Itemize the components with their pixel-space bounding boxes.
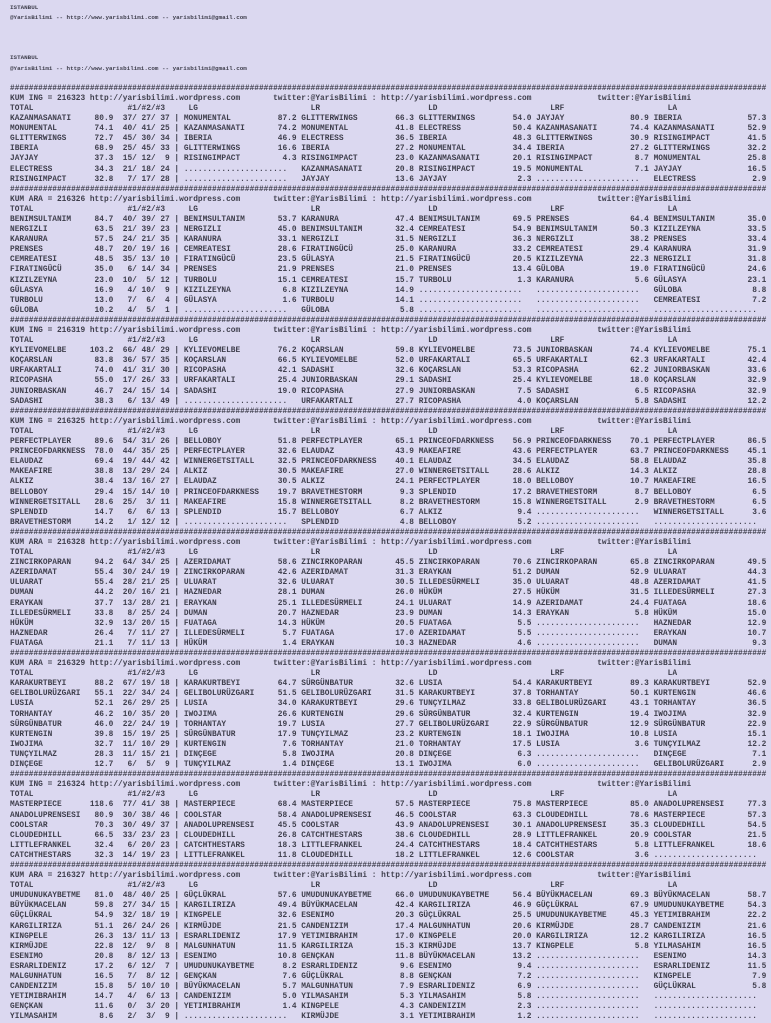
- table-row: HAZNEDAR 26.4 7/ 11/ 27 | ILLEDESÜRMELI 5.7 FUATAGA 17.0 AZERIDAMAT 5.5 ...................... ERAYKAN 10.7: [10, 628, 767, 638]
- table-row: BELLOBOY 29.4 15/ 14/ 10 | PRINCEOFDARKNESS 19.7 BRAVETHESTORM 9.3 SPLENDID 17.2 BRAVETHESTORM 8.7 BELLOBOY 6.5: [10, 487, 767, 497]
- table-row: PRINCEOFDARKNESS 78.0 44/ 35/ 25 | PERFECTPLAYER 32.6 ELAUDAZ 43.9 MAKEAFIRE 43.6 PERFECTPLAYER 63.7 PRINCEOFDARKNESS 45.1: [10, 447, 767, 457]
- table-row: TUNÇYILMAZ 28.3 11/ 15/ 21 | DINÇEGE 5.8 IWOJIMA 20.8 DINÇEGE 6.3 ...................... DINÇEGE 7.1: [10, 749, 767, 759]
- table-row: GELIBOLURÜZGARI 55.1 22/ 34/ 24 | GELIBOLURÜZGARI 51.5 GELIBOLURÜZGARI 31.5 KARAKURTBEYI 37.8 TORHANTAY 50.1 KURTENGIN 46.6: [10, 689, 767, 699]
- table-row: GENÇKAN 11.6 0/ 3/ 20 | YETIMIBRAHIM 1.4 KINGPELE 4.3 CANDENIZIM 2.3 ...................... ......................: [10, 1002, 757, 1012]
- separator-line: #################################################################################################################################################################: [10, 83, 767, 93]
- stats-block: [10, 770, 771, 861]
- block-title-line: KUM ING = 216325 http://yarisbilimi.wordpress.com twitter:@YarisBilimi : http://yarisbilimi.wordpress.com twitter:@YarisBilimi: [10, 416, 692, 426]
- table-row: MONUMENTAL 74.1 40/ 41/ 25 | KAZANMASANATI 74.2 MONUMENTAL 41.8 ELECTRESS 50.4 KAZANMASANATI 74.4 KAZANMASANATI 52.9: [10, 124, 767, 134]
- table-row: LUSIA 52.1 26/ 29/ 25 | LUSIA 34.0 KARAKURTBEYI 29.6 TUNÇYILMAZ 33.8 GELIBOLURÜZGARI 43.1 TORHANTAY 36.5: [10, 699, 767, 709]
- block-title-line: KUM ING = 216323 http://yarisbilimi.wordpress.com twitter:@YarisBilimi : http://yarisbilimi.wordpress.com twitter:@YarisBilimi: [10, 93, 692, 103]
- stats-block: [10, 407, 771, 528]
- table-row: KARAKURTBEYI 88.2 67/ 19/ 18 | KARAKURTBEYI 64.7 SÜRGÜNBATUR 32.6 LUSIA 54.4 KARAKURTBEYI 89.3 KARAKURTBEYI 52.9: [10, 679, 767, 689]
- table-row: NERGIZLI 63.5 21/ 39/ 23 | NERGIZLI 45.0 BENIMSULTANIM 32.4 CEMREATESI 54.9 BENIMSULTANIM 50.3 KIZILZEYNA 33.5: [10, 225, 767, 235]
- table-row: FUATAGA 21.1 7/ 11/ 13 | HÜKÜM 1.4 ERAYKAN 10.3 HAZNEDAR 4.6 ...................... DUMAN 9.3: [10, 638, 767, 648]
- table-row: CEMREATESI 48.5 35/ 13/ 10 | FIRATINGÜCÜ 23.5 GÜLASYA 21.5 FIRATINGÜCÜ 20.5 KIZILZEYNA 22.3 NERGIZLI 31.8: [10, 255, 767, 265]
- table-row: GÜLOBA 10.2 4/ 5/ 1 | ...................... GÜLOBA 5.8 ...................... ...................... ......................: [10, 305, 757, 315]
- stats-block: [10, 84, 771, 185]
- table-row: CATCHTHESTARS 32.3 14/ 19/ 23 | LITTLEFRANKEL 11.8 CLOUDEDHILL 18.2 LITTLEFRANKEL 12.6 COOLSTAR 3.6 ......................: [10, 850, 757, 860]
- column-header-line: TOTAL #1/#2/#3 LG LR LD LRF LA: [10, 790, 678, 800]
- table-row: YETIMIBRAHIM 14.7 4/ 6/ 13 | CANDENIZIM 5.0 YILMASAHIM 5.3 YILMASAHIM 5.8 ...................... ......................: [10, 992, 757, 1002]
- blank-line: [10, 23, 771, 33]
- table-row: UMUDUNUKAYBETME 81.0 48/ 40/ 25 | GÜÇLÜKRAL 57.6 UMUDUNUKAYBETME 66.0 UMUDUNUKAYBETME 56.4 BÜYÜKMACELAN 69.3 BÜYÜKMACELAN 58.7: [10, 891, 767, 901]
- city-title: ISTANBUL: [10, 4, 39, 11]
- column-header-line: TOTAL #1/#2/#3 LG LR LD LRF LA: [10, 669, 678, 679]
- block-title-line: KUM ARA = 216326 http://yarisbilimi.wordpress.com twitter:@YarisBilimi : http://yarisbilimi.wordpress.com twitter:@YarisBilimi: [10, 194, 692, 204]
- separator-line: #################################################################################################################################################################: [10, 860, 767, 870]
- table-row: HÜKÜM 32.9 13/ 20/ 15 | FUATAGA 14.3 HÜKÜM 20.5 FUATAGA 5.5 ...................... HAZNEDAR 12.9: [10, 618, 767, 628]
- table-row: BÜYÜKMACELAN 59.8 27/ 34/ 15 | KARGILIRIZA 49.4 BÜYÜKMACELAN 42.4 KARGILIRIZA 46.9 GÜÇLÜKRAL 67.9 UMUDUNUKAYBETME 54.3: [10, 901, 767, 911]
- blank-line: [10, 33, 771, 43]
- table-row: RISINGIMPACT 32.8 7/ 17/ 28 | ...................... JAYJAY 13.6 JAYJAY 2.3 ...................... ELECTRESS 2.9: [10, 174, 767, 184]
- table-row: CANDENIZIM 15.8 5/ 10/ 10 | BÜYÜKMACELAN 5.7 MALGUNHATUN 7.9 ESRARLIDENIZ 6.9 ...................... GÜÇLÜKRAL 5.8: [10, 982, 767, 992]
- table-row: JUNIORBASKAN 46.7 24/ 15/ 14 | SADASHI 19.0 RICOPASHA 27.9 JUNIORBASKAN 7.5 SADASHI 6.5 RICOPASHA 32.9: [10, 386, 767, 396]
- column-header-line: TOTAL #1/#2/#3 LG LR LD LRF LA: [10, 204, 678, 214]
- blank-line: [10, 74, 771, 84]
- table-row: JAYJAY 37.3 15/ 12/ 9 | RISINGIMPACT 4.3 RISINGIMPACT 23.0 KAZANMASANATI 20.1 RISINGIMPACT 8.7 MONUMENTAL 25.8: [10, 154, 767, 164]
- table-row: KYLIEVOMELBE 103.2 66/ 48/ 29 | KYLIEVOMELBE 76.2 KOÇARSLAN 59.8 KYLIEVOMELBE 73.5 JUNIORBASKAN 74.4 KYLIEVOMELBE 75.1: [10, 346, 767, 356]
- table-row: TORHANTAY 46.2 10/ 35/ 20 | IWOJIMA 26.6 KURTENGIN 29.6 SÜRGÜNBATUR 32.4 KURTENGIN 19.4 IWOJIMA 32.9: [10, 709, 767, 719]
- table-row: GÜLASYA 16.9 4/ 10/ 9 | KIZILZEYNA 6.8 KIZILZEYNA 14.9 ...................... ...................... GÜLOBA 8.8: [10, 285, 767, 295]
- stats-blocks: [10, 84, 771, 1023]
- table-row: ZINCIRKOPARAN 94.2 64/ 34/ 25 | AZERIDAMAT 58.6 ZINCIRKOPARAN 45.5 ZINCIRKOPARAN 70.6 ZINCIRKOPARAN 65.8 ZINCIRKOPARAN 49.5: [10, 558, 767, 568]
- table-row: ALKIZ 38.4 13/ 16/ 27 | ELAUDAZ 30.5 ALKIZ 24.1 PERFECTPLAYER 18.0 BELLOBOY 10.7 MAKEAFIRE 16.5: [10, 477, 767, 487]
- table-row: LITTLEFRANKEL 32.4 6/ 20/ 23 | CATCHTHESTARS 18.3 LITTLEFRANKEL 24.4 CATCHTHESTARS 18.4 CATCHTHESTARS 5.8 LITTLEFRANKEL 18.6: [10, 840, 767, 850]
- table-row: GÜÇLÜKRAL 54.9 32/ 18/ 19 | KINGPELE 32.6 ESENIMO 20.3 GÜÇLÜKRAL 25.5 UMUDUNUKAYBETME 45.3 YETIMIBRAHIM 22.2: [10, 911, 767, 921]
- table-row: RICOPASHA 55.0 17/ 26/ 33 | URFAKARTALI 25.4 JUNIORBASKAN 29.1 SADASHI 25.4 KYLIEVOMELBE 18.0 KOÇARSLAN 32.9: [10, 376, 767, 386]
- table-row: KINGPELE 26.3 13/ 11/ 13 | ESRARLIDENIZ 17.9 YETIMIBRAHIM 17.0 KINGPELE 20.0 KARGILIRIZA 12.2 KARGILIRIZA 16.5: [10, 931, 767, 941]
- table-row: PERFECTPLAYER 89.6 54/ 31/ 26 | BELLOBOY 51.8 PERFECTPLAYER 65.1 PRINCEOFDARKNESS 56.9 PRINCEOFDARKNESS 70.1 PERFECTPLAYER 86.5: [10, 437, 767, 447]
- table-row: SPLENDID 14.7 6/ 6/ 13 | SPLENDID 15.7 BELLOBOY 6.7 ALKIZ 9.4 ...................... WINNERGETSITALL 3.6: [10, 507, 767, 517]
- table-row: BRAVETHESTORM 14.2 1/ 12/ 12 | ...................... SPLENDID 4.8 BELLOBOY 5.2 ...................... ......................: [10, 517, 757, 527]
- table-row: ERAYKAN 37.7 13/ 28/ 21 | ERAYKAN 25.1 ILLEDESÜRMELI 24.1 ULUARAT 14.9 AZERIDAMAT 24.4 FUATAGA 18.6: [10, 598, 767, 608]
- city-title: ISTANBUL: [10, 54, 39, 62]
- contact-line: @YarisBilimi -- http://www.yarisbilimi.com -- yarisbilimi@gmail.com: [10, 14, 247, 22]
- table-row: CLOUDEDHILL 66.5 33/ 23/ 23 | CLOUDEDHILL 26.8 CATCHTHESTARS 38.6 CLOUDEDHILL 28.9 LITTLEFRANKEL 20.9 COOLSTAR 21.5: [10, 830, 767, 840]
- column-header-line: TOTAL #1/#2/#3 LG LR LD LRF LA: [10, 103, 678, 113]
- column-header-line: TOTAL #1/#2/#3 LG LR LD LRF LA: [10, 881, 678, 891]
- table-row: KARGILIRIZA 51.1 26/ 24/ 26 | KIRMÜJDE 21.5 CANDENIZIM 17.4 MALGUNHATUN 20.6 KIRMÜJDE 28.7 CANDENIZIM 21.6: [10, 921, 767, 931]
- table-row: KAZANMASANATI 80.9 37/ 27/ 37 | MONUMENTAL 87.2 GLITTERWINGS 66.3 GLITTERWINGS 54.0 JAYJAY 80.9 IBERIA 57.3: [10, 114, 767, 124]
- block-title-line: KUM ARA = 216328 http://yarisbilimi.wordpress.com twitter:@YarisBilimi : http://yarisbilimi.wordpress.com twitter:@YarisBilimi: [10, 537, 692, 547]
- blank-line: [10, 43, 771, 53]
- separator-line: #################################################################################################################################################################: [10, 406, 767, 416]
- stats-block: [10, 316, 771, 407]
- stats-block: [10, 528, 771, 649]
- column-header-line: TOTAL #1/#2/#3 LG LR LD LRF LA: [10, 426, 678, 436]
- separator-line: #################################################################################################################################################################: [10, 649, 767, 658]
- table-row: KIZILZEYNA 23.0 10/ 5/ 12 | TURBOLU 15.1 CEMREATESI 15.7 TURBOLU 1.3 KARANURA 5.6 GÜLASYA 23.1: [10, 275, 767, 285]
- table-row: ULUARAT 55.4 28/ 21/ 25 | ULUARAT 32.6 ULUARAT 30.5 ILLEDESÜRMELI 35.0 ULUARAT 48.8 AZERIDAMAT 41.5: [10, 578, 767, 588]
- table-row: YILMASAHIM 8.6 2/ 3/ 9 | ...................... KIRMÜJDE 3.1 YETIMIBRAHIM 1.2 ...................... ......................: [10, 1012, 757, 1022]
- table-row: PRENSES 48.7 20/ 19/ 16 | CEMREATESI 28.6 FIRATINGÜCÜ 25.0 KARANURA 33.2 CEMREATESI 29.4 KARANURA 31.9: [10, 245, 767, 255]
- table-row: IWOJIMA 32.7 11/ 10/ 29 | KURTENGIN 7.6 TORHANTAY 21.0 TORHANTAY 17.5 LUSIA 3.6 TUNÇYILMAZ 12.2: [10, 739, 767, 749]
- column-header-line: TOTAL #1/#2/#3 LG LR LD LRF LA: [10, 548, 678, 558]
- column-header-line: TOTAL #1/#2/#3 LG LR LD LRF LA: [10, 336, 678, 346]
- separator-line: #################################################################################################################################################################: [10, 184, 767, 194]
- table-row: KOÇARSLAN 83.8 36/ 57/ 35 | KOÇARSLAN 66.5 KYLIEVOMELBE 52.0 URFAKARTALI 65.5 URFAKARTALI 62.3 URFAKARTALI 42.4: [10, 356, 767, 366]
- table-row: MASTERPIECE 118.6 77/ 41/ 38 | MASTERPIECE 68.4 MASTERPIECE 57.5 MASTERPIECE 75.8 MASTERPIECE 85.0 ANADOLUPRENSESI 77.3: [10, 800, 767, 810]
- table-row: KURTENGIN 39.8 15/ 19/ 25 | SÜRGÜNBATUR 17.9 TUNÇYILMAZ 23.2 KURTENGIN 18.1 IWOJIMA 10.8 LUSIA 15.1: [10, 729, 767, 739]
- table-row: URFAKARTALI 74.0 41/ 31/ 30 | RICOPASHA 42.1 SADASHI 32.6 KOÇARSLAN 53.3 RICOPASHA 62.2 JUNIORBASKAN 33.6: [10, 366, 767, 376]
- table-row: ELAUDAZ 69.4 19/ 44/ 42 | WINNERGETSITALL 32.5 PRINCEOFDARKNESS 40.1 ELAUDAZ 34.5 ELAUDAZ 58.8 ELAUDAZ 35.8: [10, 457, 767, 467]
- table-row: WINNERGETSITALL 28.6 25/ 3/ 11 | MAKEAFIRE 15.8 WINNERGETSITALL 8.2 BRAVETHESTORM 15.8 WINNERGETSITALL 2.9 BRAVETHESTORM 6.5: [10, 497, 767, 507]
- table-row: MALGUNHATUN 16.5 7/ 8/ 12 | GENÇKAN 7.6 GÜÇLÜKRAL 8.8 GENÇKAN 7.2 ...................... KINGPELE 7.9: [10, 972, 767, 981]
- table-row: ANADOLUPRENSESI 80.9 30/ 38/ 46 | COOLSTAR 58.4 ANADOLUPRENSESI 46.5 COOLSTAR 63.3 CLOUDEDHILL 78.6 MASTERPIECE 57.3: [10, 810, 767, 820]
- table-row: KIRMÜJDE 22.8 12/ 9/ 8 | MALGUNHATUN 11.5 KARGILIRIZA 15.3 KIRMÜJDE 13.7 KINGPELE 5.8 YILMASAHIM 16.5: [10, 941, 767, 951]
- block-title-line: KUM ING = 216324 http://yarisbilimi.wordpress.com twitter:@YarisBilimi : http://yarisbilimi.wordpress.com twitter:@YarisBilimi: [10, 780, 692, 790]
- table-row: DINÇEGE 12.7 6/ 5/ 9 | TUNÇYILMAZ 1.4 DINÇEGE 13.1 IWOJIMA 6.0 ...................... GELIBOLURÜZGARI 2.9: [10, 760, 767, 770]
- table-row: ILLEDESÜRMELI 33.8 8/ 25/ 24 | DUMAN 20.7 HAZNEDAR 23.9 DUMAN 14.3 ERAYKAN 5.8 HÜKÜM 15.0: [10, 608, 767, 618]
- table-row: SADASHI 38.3 6/ 13/ 49 | ...................... URFAKARTALI 27.7 RICOPASHA 4.0 KOÇARSLAN 5.8 SADASHI 12.2: [10, 396, 767, 406]
- file-header: [10, 3, 771, 84]
- stats-block: [10, 649, 771, 770]
- stats-block: [10, 185, 771, 316]
- table-row: DUMAN 44.2 20/ 16/ 21 | HAZNEDAR 28.1 DUMAN 26.0 HÜKÜM 27.5 HÜKÜM 31.5 ILLEDESÜRMELI 27.3: [10, 588, 767, 598]
- table-row: GLITTERWINGS 72.7 45/ 30/ 34 | IBERIA 46.9 ELECTRESS 36.5 IBERIA 48.3 GLITTERWINGS 30.9 RISINGIMPACT 41.5: [10, 134, 767, 144]
- table-row: MAKEAFIRE 38.8 13/ 29/ 24 | ALKIZ 30.5 MAKEAFIRE 27.0 WINNERGETSITALL 28.6 ALKIZ 14.3 ALKIZ 28.8: [10, 467, 767, 477]
- table-row: BENIMSULTANIM 84.7 40/ 39/ 27 | BENIMSULTANIM 53.7 KARANURA 47.4 BENIMSULTANIM 69.5 PRENSES 64.4 BENIMSULTANIM 35.0: [10, 214, 767, 224]
- table-row: KARANURA 57.5 24/ 21/ 35 | KARANURA 33.1 NERGIZLI 31.5 NERGIZLI 36.3 NERGIZLI 38.2 PRENSES 33.4: [10, 235, 767, 245]
- block-title-line: KUM ARA = 216329 http://yarisbilimi.wordpress.com twitter:@YarisBilimi : http://yarisbilimi.wordpress.com twitter:@YarisBilimi: [10, 659, 692, 669]
- table-row: FIRATINGÜCÜ 35.0 6/ 14/ 34 | PRENSES 21.9 PRENSES 21.0 PRENSES 13.4 GÜLOBA 19.0 FIRATINGÜCÜ 24.6: [10, 265, 767, 275]
- table-row: ESRARLIDENIZ 17.2 6/ 12/ 7 | UMUDUNUKAYBETME 8.2 ESRARLIDENIZ 9.6 ESENIMO 9.4 ...................... ESRARLIDENIZ 11.5: [10, 961, 767, 971]
- table-row: IBERIA 68.9 25/ 45/ 33 | GLITTERWINGS 16.6 IBERIA 27.2 MONUMENTAL 34.4 IBERIA 27.2 GLITTERWINGS 32.2: [10, 144, 767, 154]
- table-row: ESENIMO 20.8 8/ 12/ 13 | ESENIMO 10.8 GENÇKAN 11.8 BÜYÜKMACELAN 13.2 ...................... ESENIMO 14.3: [10, 951, 767, 961]
- table-row: TURBOLU 13.0 7/ 6/ 4 | GÜLASYA 1.6 TURBOLU 14.1 ...................... ...................... CEMREATESI 7.2: [10, 295, 767, 305]
- separator-line: #################################################################################################################################################################: [10, 770, 767, 780]
- block-title-line: KUM ING = 216319 http://yarisbilimi.wordpress.com twitter:@YarisBilimi : http://yarisbilimi.wordpress.com twitter:@YarisBilimi: [10, 326, 692, 335]
- table-row: AZERIDAMAT 55.4 30/ 24/ 19 | ZINCIRKOPARAN 42.6 AZERIDAMAT 31.3 ERAYKAN 51.2 DUMAN 52.9 ULUARAT 44.3: [10, 568, 767, 578]
- separator-line: #################################################################################################################################################################: [10, 527, 767, 537]
- table-row: ELECTRESS 34.3 21/ 18/ 24 | ...................... KAZANMASANATI 20.8 RISINGIMPACT 19.5 MONUMENTAL 7.1 JAYJAY 16.5: [10, 164, 767, 174]
- block-title-line: KUM ARA = 216327 http://yarisbilimi.wordpress.com twitter:@YarisBilimi : http://yarisbilimi.wordpress.com twitter:@YarisBilimi: [10, 871, 692, 881]
- table-row: COOLSTAR 70.3 30/ 49/ 37 | ANADOLUPRENSESI 45.5 COOLSTAR 43.9 ANADOLUPRENSESI 30.1 ANADOLUPRENSESI 35.3 CLOUDEDHILL 54.5: [10, 820, 767, 830]
- contact-line: @YarisBilimi -- http://www.yarisbilimi.com -- yarisbilimi@gmail.com: [10, 64, 247, 72]
- separator-line: #################################################################################################################################################################: [10, 315, 767, 325]
- stats-block: [10, 861, 771, 1023]
- table-row: SÜRGÜNBATUR 46.0 22/ 24/ 19 | TORHANTAY 19.7 LUSIA 27.7 GELIBOLURÜZGARI 22.9 SÜRGÜNBATUR 12.9 SÜRGÜNBATUR 22.9: [10, 719, 767, 729]
